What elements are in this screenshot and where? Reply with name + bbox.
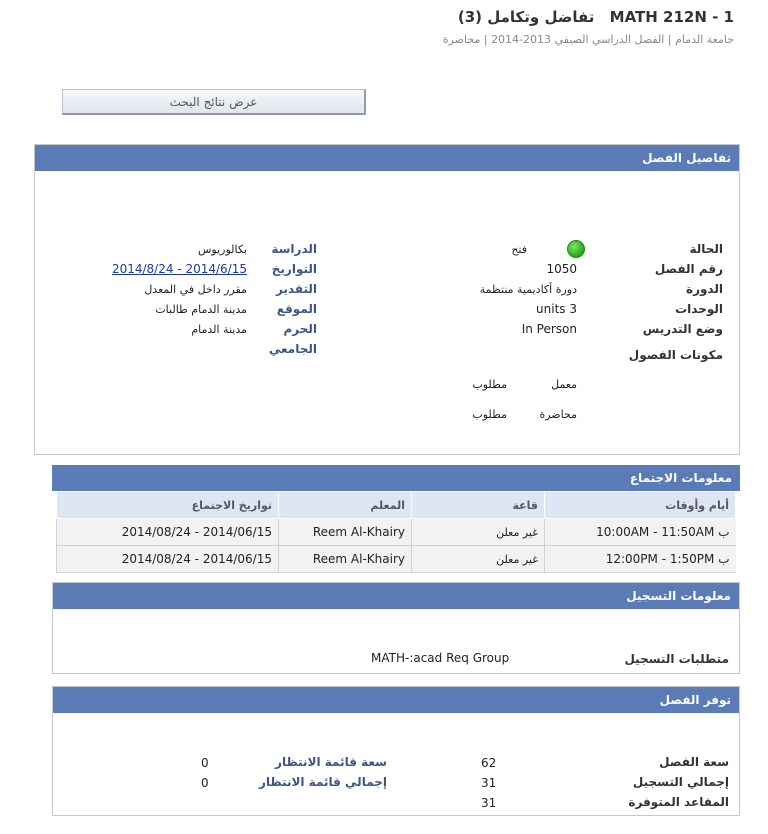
class-capacity-label: سعة الفصل [659,755,729,769]
units-value: units 3 [536,302,577,316]
meeting-info-section [52,465,740,578]
column-header-room: قاعة [412,492,545,519]
days-times-cell: ب 12:00PM - 1:50PM [545,546,736,573]
grading-value: مقرر داخل في المعدل [144,283,247,296]
campus-label-line2: الجامعي [268,342,317,356]
career-value: بكالوريوس [197,243,247,256]
status-open-icon [567,240,585,258]
class-capacity-value: 62 [481,756,497,770]
column-header-days: أيام وأوقات [545,492,736,519]
class-details-header: تفاصيل الفصل [35,145,739,171]
session-value: دورة أكاديمية منتظمة [479,283,577,296]
room-cell: غير معلن [412,519,545,546]
view-search-results-button[interactable]: عرض نتائج البحث [62,89,366,115]
course-code: MATH 212N - 1 [609,8,734,26]
column-header-dates: تواريخ الاجتماع [57,492,279,519]
class-details-section [34,144,740,455]
campus-value: مدينة الدمام [191,323,247,336]
class-number-label: رقم الفصل [654,262,723,276]
waitlist-capacity-value: 0 [201,756,209,770]
status-label: الحالة [689,242,723,256]
meeting-dates-cell: 2014/08/24 - 2014/06/15 [57,519,279,546]
mode-value: In Person [521,322,577,336]
enrollment-info-section [52,582,740,674]
room-cell: غير معلن [412,546,545,573]
meeting-info-header: معلومات الاجتماع [52,465,740,491]
instructor-cell: Reem Al-Khairy [279,519,412,546]
class-availability-header: توفر الفصل [53,687,739,713]
component-name: معمل [551,378,577,391]
enrollment-total-label: إجمالي التسجيل [632,775,729,789]
session-label: الدورة [685,282,723,296]
available-seats-value: 31 [481,796,497,810]
page-title [458,8,734,26]
location-label: الموقع [276,302,317,316]
components-label: مكونات الفصول [628,348,723,362]
dates-label: التواريخ [271,262,317,276]
career-label: الدراسة [271,242,317,256]
instructor-cell: Reem Al-Khairy [279,546,412,573]
enrollment-requirements-label: متطلبات التسجيل [624,652,729,666]
enrollment-info-header: معلومات التسجيل [53,583,739,609]
mode-label: وضع التدريس [642,322,723,336]
component-requirement: مطلوب [472,378,507,391]
waitlist-total-value: 0 [201,776,209,790]
dates-link[interactable]: 2014/8/24 - 2014/6/15 [111,262,247,276]
days-times-cell: ب 10:00AM - 11:50AM [545,519,736,546]
course-name: تفاضل وتكامل (3) [457,8,595,26]
column-header-instructor: المعلم [279,492,412,519]
table-header-row [57,492,736,519]
grading-label: التقدير [275,282,317,296]
table-row [57,519,736,546]
component-name: محاضرة [539,408,577,421]
available-seats-label: المقاعد المتوفرة [628,795,729,809]
course-subtitle: جامعة الدمام | الفصل الدراسي الصيفي 2013-2014 | محاضرة [442,33,734,46]
enrollment-total-value: 31 [481,776,497,790]
waitlist-capacity-label: سعة قائمة الانتظار [275,755,387,769]
status-value: فتح [511,243,527,256]
campus-label: الحرم [283,322,317,336]
enrollment-requirements-value: MATH-:acad Req Group [371,651,510,665]
waitlist-total-label: إجمالي قائمة الانتظار [258,775,387,789]
units-label: الوحدات [675,302,723,316]
meeting-table [56,491,736,573]
class-availability-section [52,686,740,816]
meeting-dates-cell: 2014/08/24 - 2014/06/15 [57,546,279,573]
location-value: مدينة الدمام طالبات [155,303,247,316]
class-number-value: 1050 [546,262,577,276]
component-requirement: مطلوب [472,408,507,421]
table-row [57,546,736,573]
